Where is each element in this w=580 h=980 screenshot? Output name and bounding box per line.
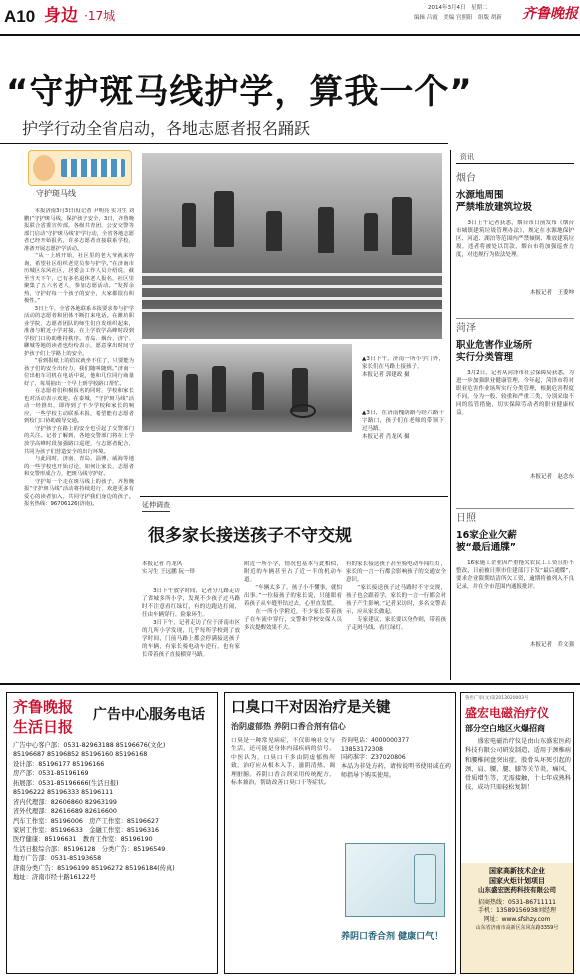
ad1-line: 拓展部：0531-85196666(生活日报)	[13, 779, 119, 787]
ad3-subtitle: 部分空白地区火爆招商	[465, 724, 545, 733]
ad2-product-box	[345, 843, 445, 917]
bicycle-icon	[290, 404, 316, 418]
brief-title: 水源地周围 严禁堆放建筑垃圾	[456, 189, 533, 213]
issue-date: 2014年3月4日 星期二	[428, 5, 488, 11]
ad1-line: 汽车工作室：85196006 房产工作室：85196627	[13, 817, 159, 825]
briefs-divider	[450, 150, 451, 680]
brief-byline: 本报记者 赵念东	[529, 474, 574, 481]
campaign-logo	[28, 150, 132, 186]
section-title: 身边	[44, 6, 78, 26]
feature-column-1: 3日下午放学时间，记者分几路走访了省城多所小学，发现不少孩子过马路时不注意看红绿灯，有的边跑边打闹，任由车辆穿行，险象环生。 3日下午，记者走访了位于济南市区的几所小学发现，几乎每所学校到了放学时间，门前马路上都会停满接送孩子的车辆，有家长骑电动车逆行，也有家长带着孩子直接横穿马路。	[142, 588, 240, 658]
ad1-line: 房产部：0531-85196169	[13, 770, 89, 778]
ad1-line: 地址：济南市经十路16122号	[13, 874, 97, 882]
brief-body: 3日上午记者获悉，烟台市日前发布《烟台市城镇建筑垃圾管理办法》，规定在水源地保护区、河道、湖泊等范围内严禁倾倒、堆放建筑垃圾。违者将被处以罚款，烟台市将加强巡查力度，对违规行为依法处理。	[456, 220, 574, 259]
brief-2	[456, 322, 574, 504]
ad1-title-3: 广告中心服务电话	[93, 707, 205, 723]
brief-byline: 本报记者 王委坤	[529, 290, 574, 297]
brief-city: 烟台	[456, 173, 476, 184]
ad1-line: 家居工作室：85196633 金融工作室：85196316	[13, 826, 159, 834]
ad3-approval-label: 鲁医广审(文)第2013020003号	[465, 696, 529, 701]
headline-rule	[0, 143, 448, 144]
ad3-footer-line: 手机：13589156938刘经理	[478, 907, 556, 915]
brief-city: 菏泽	[456, 323, 476, 334]
masthead-logo: 齐鲁晚报	[522, 6, 578, 22]
briefs-heading-rule	[456, 163, 574, 164]
ad2-title: 口臭口干对因治疗是关键	[231, 699, 391, 716]
brief-1	[456, 172, 574, 318]
ad1-title-1: 齐鲁晚报	[13, 698, 74, 716]
brief-title: 16家企业欠薪 被“最后通牒”	[456, 529, 517, 553]
page-editors: 编辑 吕霞 美编 宫照阳 组版 胡新	[414, 15, 502, 21]
ad3-title: 盛宏电磁治疗仪	[465, 706, 550, 720]
brief-byline: 本报记者 乔文强	[529, 642, 574, 649]
crosswalk-icon	[61, 159, 125, 177]
caption-photo3: ▲3日，在济南槐荫路与经六路十字路口，孩子们在老师的带领下过马路。 本报记者 肖龙风 摄	[362, 410, 444, 440]
ad3-footer-line: 网址：www.sfshzy.com	[483, 916, 551, 924]
ad2-product-name: 养阴口香合剂 健康口气！	[341, 932, 444, 942]
ad1-line: 广告中心客户部：0531-82963188 85196676(文化)	[13, 742, 166, 749]
ad1-title-2: 生活日报	[13, 718, 74, 736]
ad1-line: 医疗健康：85196631 教育工作室：85196190	[13, 836, 153, 844]
brief-3	[456, 512, 574, 674]
ad1-phone-list	[13, 741, 211, 883]
section-subtitle: ·17城	[84, 9, 116, 23]
ad3-footer-line: 招商热线：0531-86711111	[478, 898, 556, 906]
ad-service-phones	[6, 692, 218, 974]
feature-column-2: 附近一所小学，情况也基本与此相似，附近的车辆甚至占了近一半的机动车道。 “车辆太多了，孩子小不懂事，就怕出事。”一位接孩子的家长说，只能眼看着孩子从车缝里钻过去，心里直发慌。 在一所小学附近，不少家长带着孩子在车流中穿行，交警和学校安保人员多次提醒效果不大。	[244, 561, 342, 631]
ad1-line: 设计部：85196177 85196166	[13, 760, 105, 768]
briefs-heading: 资讯	[460, 153, 474, 161]
brief-body: 3月2日，记者从菏泽市社会保障局获悉，为进一步加强职业健康管理，今年起，菏泽市将对职业危害作业场所实行分类管理，根据危害程度不同，分为一般、较重和严重三类，分别采取不同的监管措施，切实保障劳动者的职业健康权益。	[456, 370, 574, 417]
medicine-bottle-icon	[414, 854, 436, 904]
ad1-line: 济南分类广告：85196199 85196272 85196184(传真)	[13, 864, 175, 872]
ad2-contact: 咨询电话：4000000377 13853172308 国药准字：Z37020806 本品为非处方药，请按说明书使用或在药师指导下购买使用。	[341, 737, 451, 779]
ad3-footer-line: 山东省济南市高新区东风东路3359号	[475, 924, 559, 931]
brief-separator	[456, 318, 574, 319]
lead-article-body: 本报济南3月3日讯(记者 尹明亮 实习生 刘鹏)“守护斑马线，保护孩子安全，3日，齐鲁晚报联合省委宣传部，各级共青团、公安交警等部门启动‘守护斑马线’护学行动，全省各地志愿者已经开始报名，许多志愿者直接联系学校，准备开展志愿护学活动。 “从一上班开始，社区里的老大爷就来咨询，希望社区组织老党员参与护学。”在济南市历城区东风社区，居委会工作人员介绍说，截至当天下午，已有多名退休老人报名，社区里聚集了五六名老人，参加志愿活动。“发挥余热，守护好每一个孩子的安全，大家都很有积极性。” 3日上午，全省各地联系本报要求参与护学活动的志愿者和团体不断打来电话。在潍坊职业学院，志愿者团队的师生们自发组织起来，准备与附近小学对接，在上学放学高峰时段到学校门口协助维持秩序。青岛、烟台、济宁、聊城等地的读者也纷纷表示，愿意拿出时间守护孩子们上学路上的安全。 “看到报纸上的倡议就坐不住了，只要能为孩子们的安全出份力，我们随叫随到。”济南一位出租车司机在电话中说，他和几位同行商量好了，每周抽出一个早上到学校路口帮忙。 在志愿者们积极报名的同时，学校和家长也对活动表示欢迎。在泰城，“守护斑马线”活动一经推出，即得到了不少学校和家长的响应，一些学校主动联系本报，希望能有志愿者到校门口协助疏导交通。 守护孩子在路上的安全也引起了交警部门的关注。记者了解到，各地交警部门将在上学放学高峰时段加强路口巡逻，与志愿者配合，共同为孩子们营造安全的出行环境。 与此同时，济南、青岛、淄博、威海等地的一些学校也开始讨论，如何让家长、志愿者和交警形成合力，把斑马线守护好。 守护每一个走在斑马线上的孩子，齐鲁晚报“守护斑马线”活动将持续进行，欢迎更多有爱心的读者加入，共同守护我们身边的孩子。报名热线：96706126(济南)。	[24, 208, 134, 508]
ad1-line: 85196687 85196852 85196160 85196168	[13, 751, 148, 759]
ad3-footer	[461, 863, 573, 973]
headline: “守护斑马线护学，算我一个”	[6, 72, 473, 112]
caption-photo2: ▲3日下午，济南一所小学门外，家长们在马路上接孩子。 本报记者 郭建政 摄	[362, 356, 444, 378]
brief-title: 职业危害作业场所 实行分类管理	[456, 339, 533, 363]
ad1-line: 省内代理部：82606860 82963199	[13, 798, 117, 806]
feature-column-3: 有的家长接送孩子甚至骑电动车闯红灯，家长的一言一行都会影响孩子的交通安全意识。 “家长接送孩子过马路时不守交规，孩子也会跟着学，家长的一言一行都会对孩子产生影响。”记者采访时，多名交警表示，应从家长做起。 专家建议，家长要以身作则，带着孩子走斑马线、看红绿灯。	[346, 561, 446, 631]
ad1-line: 省外代理部：82616689 82616600	[13, 808, 117, 816]
brief-separator	[456, 508, 574, 509]
ad3-footer-line: 国家高新技术企业	[489, 867, 545, 875]
ad3-body: 盛宏电磁治疗仪是由山东盛宏医药科技有限公司研发制造，适用于颈椎病和腰椎间盘突出症，股骨头坏死引起的颈、肩、腰、腿、膝等关节炎，痛风、骨质增生等，无需接触，十七年成熟科技，成功只需轻松复制！	[465, 738, 571, 792]
campaign-logo-label: 守护斑马线	[36, 189, 76, 198]
photo-parents-pickup	[142, 344, 352, 432]
ad3-footer-line: 国家火炬计划项目	[489, 877, 545, 886]
brief-city: 日照	[456, 513, 476, 524]
ad-oral-medicine	[224, 692, 456, 974]
ad-therapy-device	[460, 692, 574, 974]
photo-students-crossing	[142, 153, 442, 339]
feature-tag: 延伸调查	[142, 500, 170, 512]
ads-rule	[0, 683, 580, 685]
subheadline: 护学行动全省启动，各地志愿者报名踊跃	[22, 119, 311, 138]
page-code: A10	[4, 7, 36, 26]
child-figure-icon	[33, 155, 55, 181]
ad1-line: 地方广告部：0531-85193658	[13, 855, 102, 863]
ad2-body: 口臭是一种常见病症，不仅影响社交与生活，还可能是身体内部疾病的信号。中医认为，口臭口干多由阴虚郁热所致，治疗应从根本入手，滋阴清热、调理脏腑。养阴口香合剂采用传统配方，标本兼治，帮助改善口臭口干等症状。	[231, 738, 335, 786]
header-rule	[0, 34, 580, 36]
ad3-footer-line: 山东盛宏医药科技有限公司	[478, 886, 556, 895]
ad1-line: 生活日报综合部：85196128 分类广告：85196549	[13, 845, 166, 853]
feature-byline: 本报记者 肖龙风 实习生 王远鹏 阮一铎	[142, 561, 195, 575]
ad1-line: 85196222 85196333 85196111	[13, 789, 114, 797]
ad2-subtitle: 治阴虚郁热 养阴口香合剂有信心	[231, 722, 346, 731]
brief-body: 16家施工企业因严重拖欠农民工工资且拒不整改，日前被日照市住建部门下发“最后通牒”，要求企业限期结清所欠工资，逾期将被列入不良记录，并在全市范围内通报批评。	[456, 560, 574, 591]
feature-rule	[140, 496, 448, 497]
feature-title: 很多家长接送孩子不守交规	[148, 526, 352, 546]
